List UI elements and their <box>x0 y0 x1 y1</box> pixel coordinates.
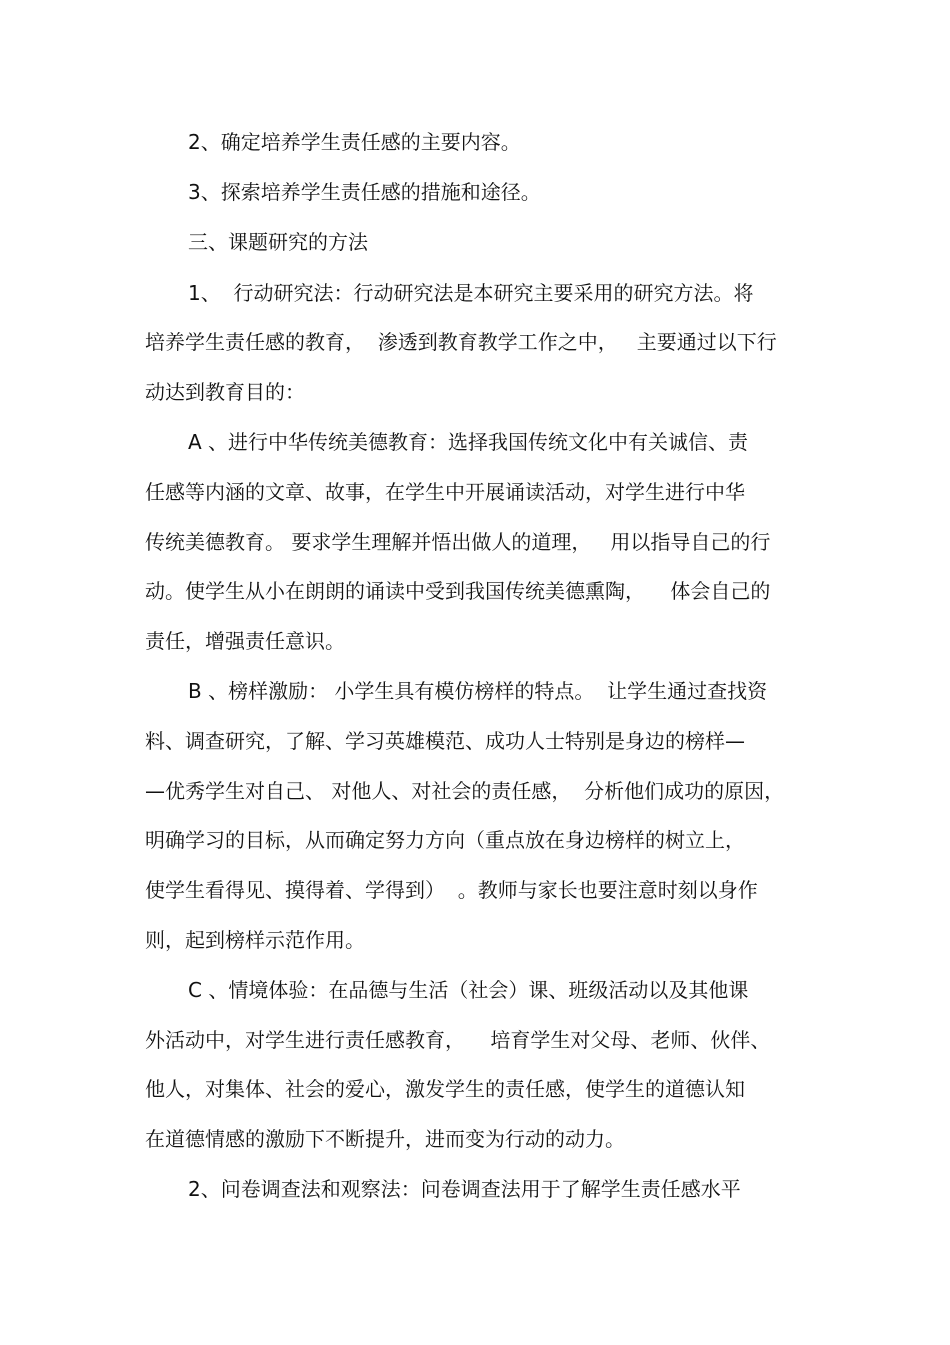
text-line-14: —优秀学生对自己、 对他人、对社会的责任感， 分析他们成功的原因， <box>145 779 785 803</box>
text-line-13: 料、调查研究，了解、学习英雄模范、成功人士特别是身边的榜样— <box>145 729 745 753</box>
text-line-2: 3、探索培养学生责任感的措施和途径。 <box>188 180 541 204</box>
text-line-20: 他人，对集体、社会的爱心，激发学生的责任感，使学生的道德认知 <box>145 1077 745 1101</box>
text-line-8: 任感等内涵的文章、故事，在学生中开展诵读活动，对学生进行中华 <box>145 480 745 504</box>
section-heading: 三、课题研究的方法 <box>188 230 368 254</box>
text-line-7: A 、进行中华传统美德教育：选择我国传统文化中有关诚信、责 <box>188 430 749 454</box>
text-line-1: 2、确定培养学生责任感的主要内容。 <box>188 130 521 154</box>
text-line-11: 责任，增强责任意识。 <box>145 629 345 653</box>
text-line-5: 培养学生责任感的教育， 渗透到教育教学工作之中， 主要通过以下行 <box>145 330 777 354</box>
text-line-19: 外活动中，对学生进行责任感教育， 培育学生对父母、老师、伙伴、 <box>145 1028 771 1052</box>
text-line-18: C 、情境体验：在品德与生活（社会）课、班级活动以及其他课 <box>188 978 749 1002</box>
text-line-10: 动。使学生从小在朗朗的诵读中受到我国传统美德熏陶， 体会自己的 <box>145 579 771 603</box>
text-line-4: 1、 行动研究法：行动研究法是本研究主要采用的研究方法。将 <box>188 281 754 305</box>
text-line-15: 明确学习的目标，从而确定努力方向（重点放在身边榜样的树立上， <box>145 828 745 852</box>
text-line-21: 在道德情感的激励下不断提升，进而变为行动的动力。 <box>145 1127 625 1151</box>
text-line-16: 使学生看得见、摸得着、学得到） 。教师与家长也要注意时刻以身作 <box>145 878 758 902</box>
text-line-17: 则，起到榜样示范作用。 <box>145 928 365 952</box>
text-line-22: 2、问卷调查法和观察法：问卷调查法用于了解学生责任感水平 <box>188 1177 741 1201</box>
text-line-9: 传统美德教育。 要求学生理解并悟出做人的道理， 用以指导自己的行 <box>145 530 771 554</box>
text-line-12: B 、榜样激励： 小学生具有模仿榜样的特点。 让学生通过查找资 <box>188 679 768 703</box>
text-line-6: 动达到教育目的： <box>145 380 305 404</box>
